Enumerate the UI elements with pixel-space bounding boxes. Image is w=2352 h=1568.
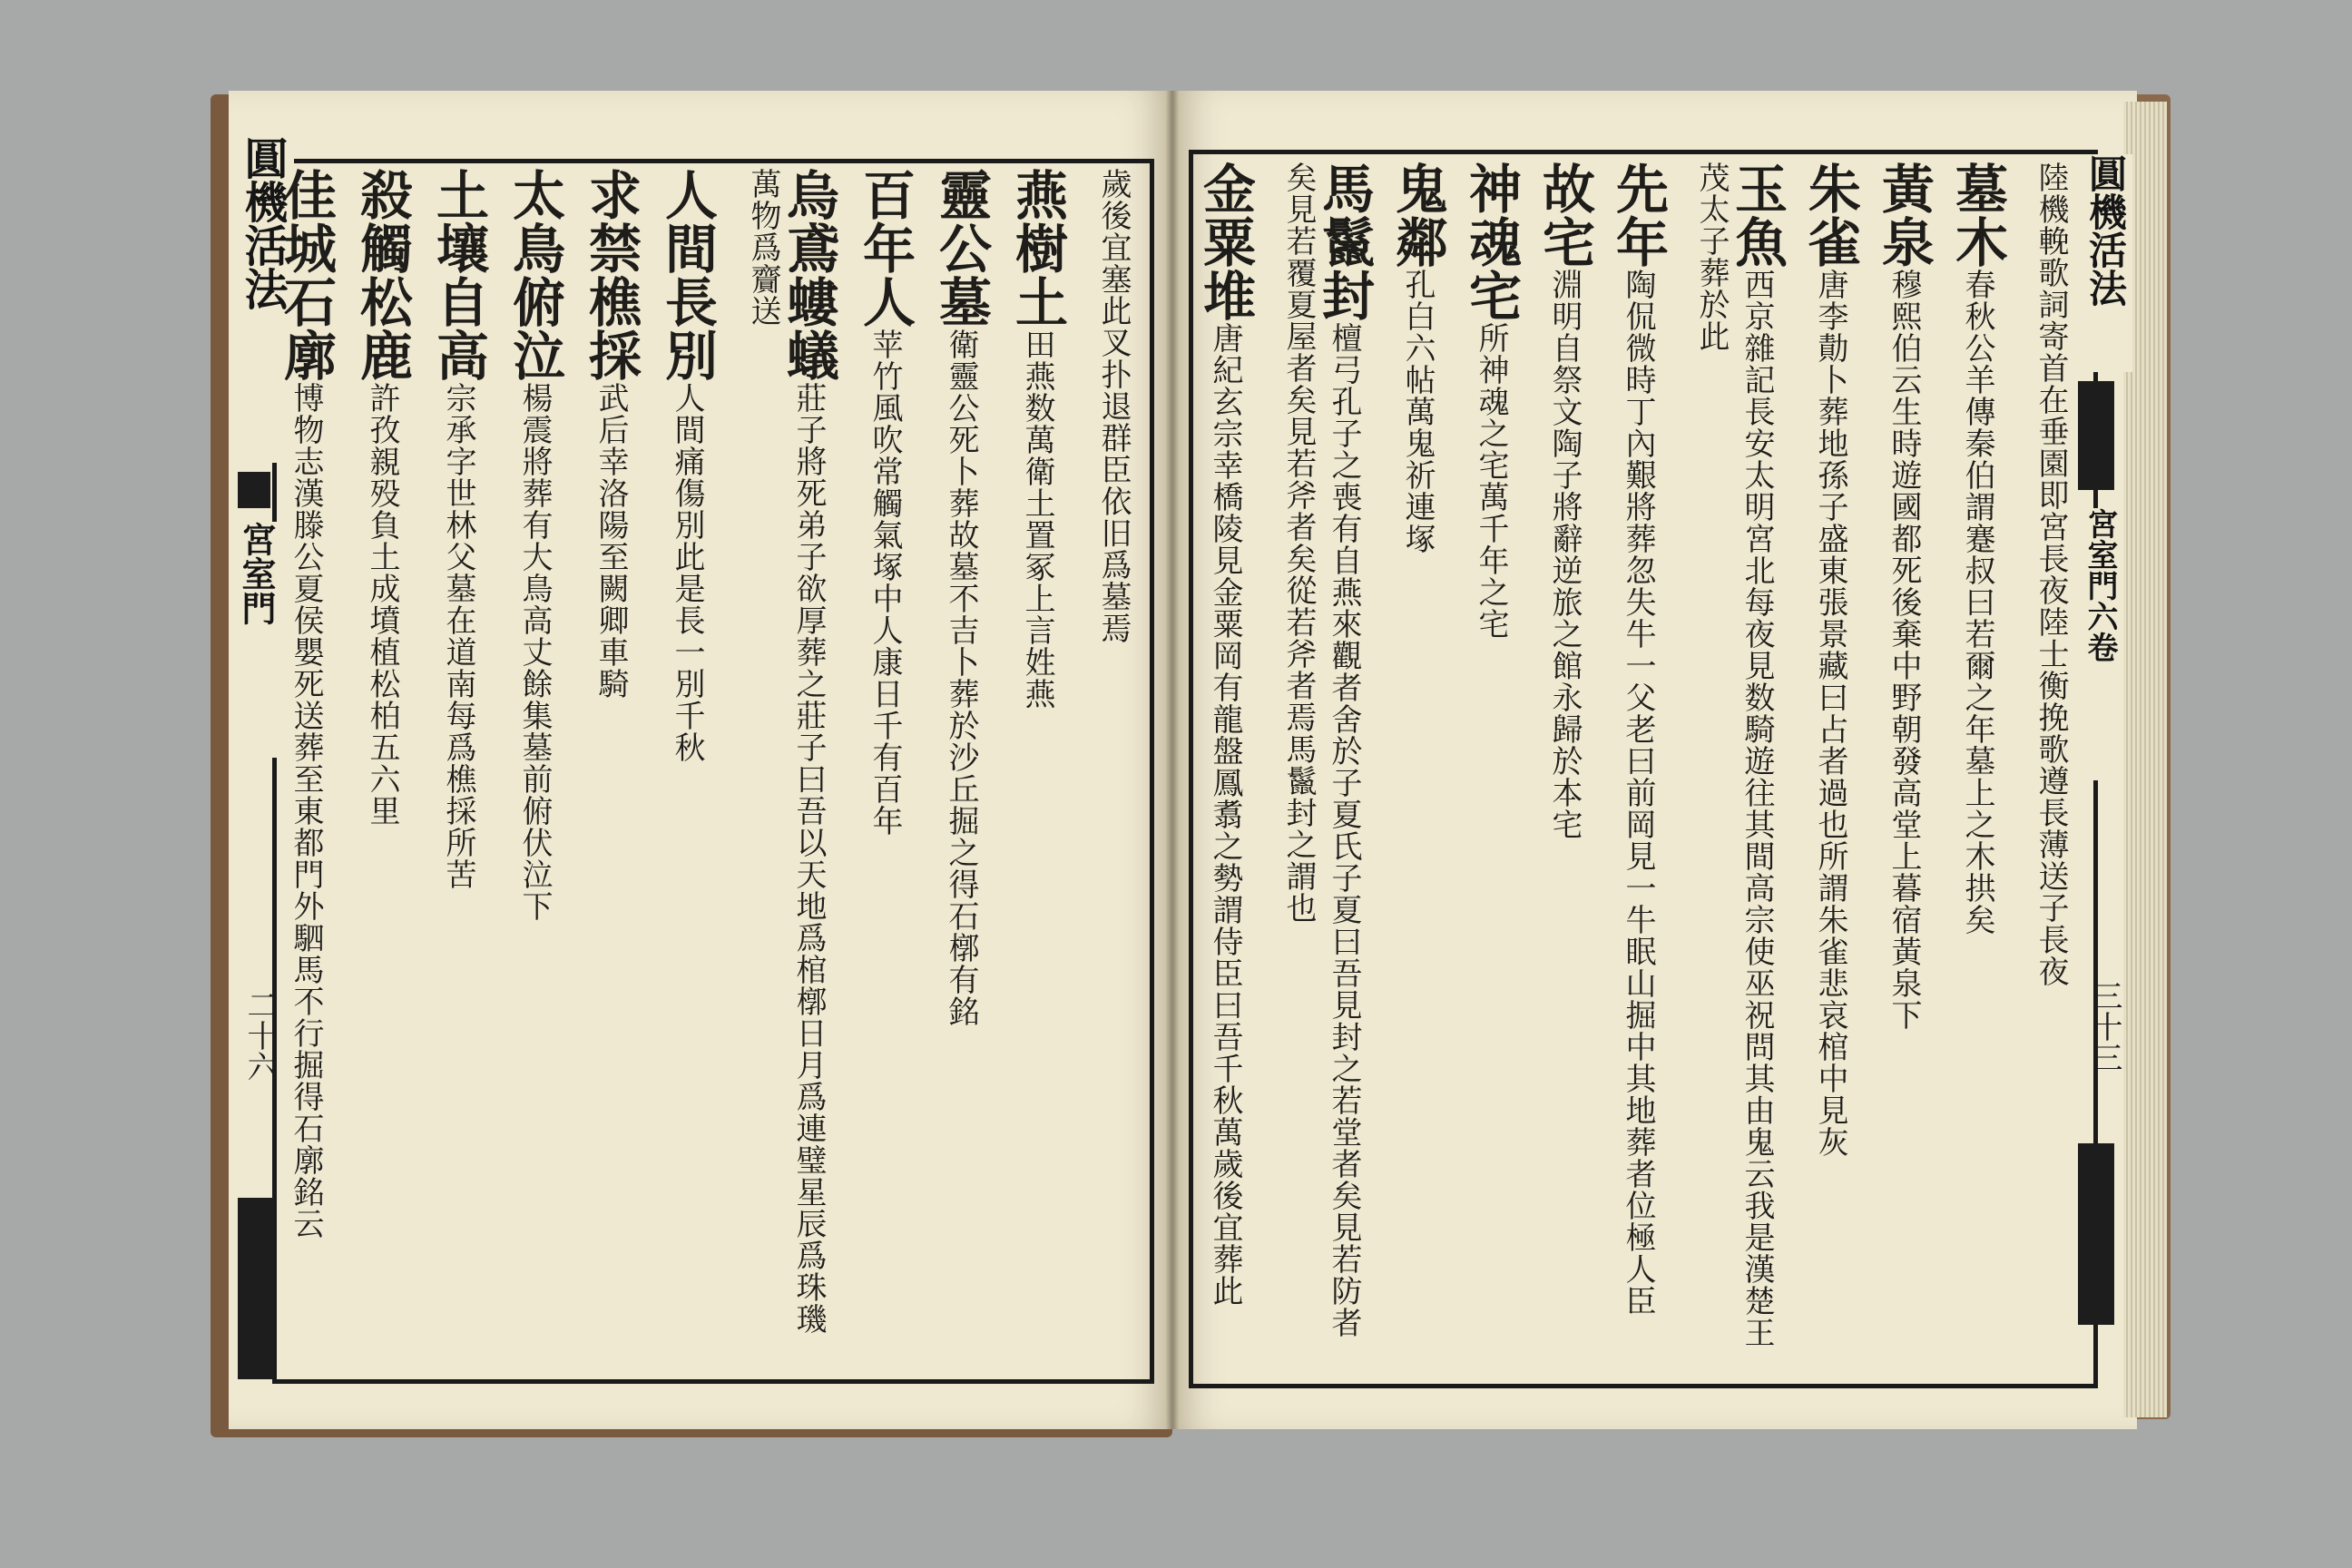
text-column — [2028, 162, 2073, 1368]
entry-text: 陶侃微時丁內艱將葬忽失牛一父老曰前岡見一牛眠山掘中其地葬者位極人臣 — [1620, 269, 1656, 1317]
entry-heading: 先年 — [1607, 162, 1669, 269]
entry-text: 莊子將死弟子欲厚葬之莊子曰吾以天地爲棺槨日月爲連璧星辰爲珠璣萬物爲齎送 — [745, 168, 827, 1335]
entry-heading: 金粟堆 — [1194, 162, 1256, 322]
text-column — [930, 168, 992, 1366]
entry-text: 所神魂之宅萬千年之宅 — [1473, 322, 1509, 640]
entry-heading: 黃泉 — [1873, 162, 1935, 269]
entry-text: 田燕数萬衛土置冢上言姓燕 — [1019, 328, 1055, 710]
text-column — [427, 168, 489, 1366]
entry-text: 宗承字世林父墓在道南每爲樵採所苦 — [440, 382, 476, 890]
entry-text: 苹竹風吹常觸氣塚中人康日千有百年 — [867, 328, 903, 837]
text-column — [1276, 162, 1375, 1368]
entry-heading: 靈公墓 — [930, 168, 992, 328]
right-bottom-ink-block — [2078, 1143, 2114, 1325]
text-column — [1091, 168, 1136, 1366]
book-gutter — [1165, 91, 1180, 1429]
entry-heading: 故宅 — [1534, 162, 1595, 269]
text-column — [1799, 162, 1861, 1368]
entry-text: 許孜親殁負土成墳植松柏五六里 — [364, 382, 400, 827]
right-running-title: 圓機活法 — [2078, 154, 2132, 372]
left-running-title: 圓機活法 — [231, 136, 294, 463]
entry-text: 春秋公羊傳秦伯謂蹇叔曰若爾之年墓上之木拱矣 — [1959, 269, 1995, 936]
right-section-label: 宮室門六卷 — [2078, 508, 2122, 780]
text-column — [854, 168, 916, 1366]
text-column — [1006, 168, 1068, 1366]
right-folio: 三十三 — [2086, 980, 2122, 1073]
text-column — [1873, 162, 1935, 1368]
text-column — [1946, 162, 2008, 1368]
text-column — [1194, 162, 1256, 1368]
entry-text: 歲後宜塞此叉扑退群臣依旧爲墓焉 — [1095, 168, 1132, 644]
left-fishtail-mark — [238, 472, 270, 508]
entry-heading: 求禁樵採 — [580, 168, 642, 382]
entry-heading: 玉魚 — [1726, 162, 1788, 269]
right-text-columns — [1194, 162, 2073, 1368]
text-column — [1607, 162, 1669, 1368]
text-column — [351, 168, 413, 1366]
entry-text: 武后幸洛陽至闕卿車騎 — [593, 382, 629, 700]
entry-heading: 人間長別 — [656, 168, 718, 382]
entry-heading: 烏鳶螻蟻 — [778, 168, 839, 382]
entry-text: 博物志漢滕公夏侯嬰死送葬至東都門外駟馬不行掘得石廓銘云 — [288, 382, 324, 1240]
text-column — [504, 168, 565, 1366]
entry-text: 唐李勣卜葬地孫子盛東張景藏曰占者過也所謂朱雀悲哀棺中見灰 — [1812, 269, 1848, 1158]
entry-heading: 鬼鄰 — [1387, 162, 1448, 269]
entry-heading: 殺觸松鹿 — [351, 168, 413, 382]
text-column — [656, 168, 718, 1366]
entry-heading: 太鳥俯泣 — [504, 168, 565, 382]
entry-heading: 馬鬣封 — [1313, 162, 1375, 322]
entry-text: 楊震將葬有大鳥高丈餘集墓前俯伏泣下 — [516, 382, 553, 922]
entry-heading: 燕樹土 — [1006, 168, 1068, 328]
text-column — [740, 168, 839, 1366]
entry-heading: 百年人 — [854, 168, 916, 328]
entry-text: 陸機輓歌詞寄首在垂園即宮長夜陸士衡挽歌遵長薄送子長夜 — [2033, 162, 2069, 987]
entry-heading: 墓木 — [1946, 162, 2008, 269]
right-fishtail-mark — [2078, 381, 2114, 490]
left-text-columns — [275, 168, 1136, 1366]
entry-text: 穆熙伯云生時遊國都死後棄中野朝發高堂上暮宿黃泉下 — [1886, 269, 1922, 1031]
text-column — [1534, 162, 1595, 1368]
entry-text: 人間痛傷別此是長一別千秋 — [669, 382, 705, 763]
left-bottom-ink-block — [238, 1198, 274, 1379]
text-column — [580, 168, 642, 1366]
text-column — [1689, 162, 1788, 1368]
entry-text: 淵明自祭文陶子將辭逆旅之館永歸於本宅 — [1546, 269, 1583, 840]
text-column — [1460, 162, 1522, 1368]
entry-heading: 神魂宅 — [1460, 162, 1522, 322]
entry-text: 西京雜記長安太明宮北每夜見数騎遊往其間高宗使巫祝問其由鬼云我是漢楚王茂太子葬於此 — [1693, 162, 1775, 1348]
entry-heading: 土壤自高 — [427, 168, 489, 382]
text-column — [275, 168, 337, 1366]
entry-text: 檀弓孔子之喪有自燕來觀者舍於子夏氏子夏曰吾見封之若堂者矣見若防者矣見若覆夏屋者矣見若斧者矣從若斧者焉馬鬣封之謂也 — [1280, 162, 1362, 1338]
left-folio: 二十六 — [241, 989, 278, 1082]
left-section-label: 宮室門 — [231, 522, 281, 758]
entry-text: 唐紀玄宗幸橋陵見金粟岡有龍盤鳳翥之勢謂侍臣曰吾千秋萬歲後宜葬此 — [1207, 322, 1243, 1307]
entry-heading: 朱雀 — [1799, 162, 1861, 269]
entry-text: 孔白六帖萬鬼祈連塚 — [1399, 269, 1436, 554]
entry-heading: 佳城石廓 — [275, 168, 337, 382]
text-column — [1387, 162, 1448, 1368]
entry-text: 衛靈公死卜葬故墓不吉卜葬於沙丘掘之得石槨有銘 — [943, 328, 979, 1027]
